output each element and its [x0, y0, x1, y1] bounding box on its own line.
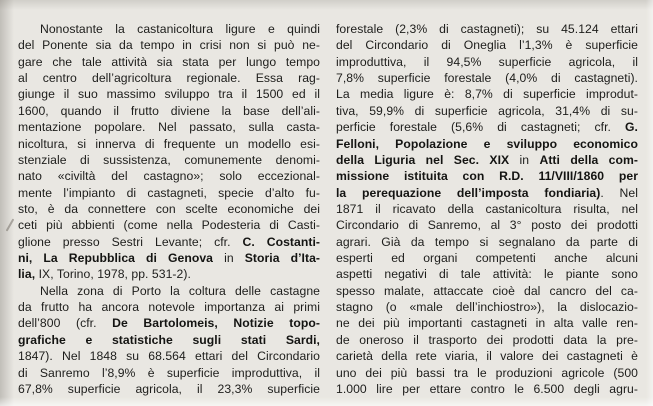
text-line: [336, 217, 638, 233]
text-line: [18, 136, 320, 152]
text-segment: spesso malate, attaccate cioè dal cancro del ca-: [336, 283, 638, 298]
text-segment: agrari. Già da tempo si segnalano da parte di: [336, 234, 638, 249]
text-line: [336, 234, 638, 250]
text-line: [18, 103, 320, 119]
text-segment: giunge il suo massimo sviluppo tra il 1500 ed il: [18, 87, 320, 102]
page-left-shadow: [0, 0, 14, 406]
citation-bold-segment: Storia d’Ita-: [244, 251, 320, 266]
text-segment: perficie forestale (5,6% di castagneti; cfr.: [336, 120, 626, 135]
page-bottom-highlight: [0, 397, 653, 406]
text-column-left: [18, 21, 320, 397]
text-line: [336, 103, 638, 119]
text-line: [18, 86, 320, 102]
text-segment: 1847). Nel 1848 su 68.564 ettari del Circondario: [18, 349, 320, 364]
text-line: [18, 21, 320, 37]
text-segment: esperti ed organi competenti anche alcuni: [336, 251, 638, 266]
text-line: [18, 283, 320, 299]
text-line: [336, 37, 638, 53]
text-line: [336, 381, 638, 397]
text-line: [336, 299, 638, 315]
text-line: [336, 119, 638, 135]
text-segment: stagno (o «male dell’inchiostro»), la dislocazio-: [336, 300, 638, 315]
text-line: [18, 201, 320, 217]
citation-bold-segment: ni, La Repubblica di Genova: [18, 251, 214, 266]
text-segment: del Ponente sia da tempo in crisi non si può ne-: [18, 38, 320, 53]
text-line: [18, 381, 320, 397]
text-segment: improduttiva, il 94,5% superficie agricola, il: [336, 54, 638, 69]
text-line: [18, 315, 320, 331]
page-top-shadow: [0, 0, 653, 10]
text-line: [336, 86, 638, 102]
text-segment: 1871 il ricavato della castanicoltura risulta, nel: [336, 201, 638, 216]
text-segment: IX, Torino, 1978, pp. 531-2).: [35, 267, 191, 282]
text-line: [336, 70, 638, 86]
text-line: [18, 299, 320, 315]
text-line: [336, 332, 638, 348]
text-line: [336, 152, 638, 168]
text-line: [18, 266, 320, 282]
text-line: [18, 185, 320, 201]
citation-bold-segment: la perequazione dell’imposta fondiaria): [336, 185, 601, 200]
text-line: [336, 365, 638, 381]
text-segment: stenziale di sussistenza, comunemente denomi-: [18, 152, 320, 167]
text-segment: mentazione popolare. Nel passato, sulla casta-: [18, 120, 320, 135]
text-segment: Nella zona di Porto la coltura delle castagne: [40, 283, 320, 298]
text-segment: Nonostante la castanicoltura ligure e quindi: [40, 22, 320, 36]
text-segment: carietà della rete viaria, il valore dei castagneti è: [336, 349, 638, 364]
text-segment: al centro dell’agricoltura regionale. Essa rag-: [18, 71, 320, 86]
text-line: [336, 54, 638, 70]
text-line: [336, 250, 638, 266]
text-segment: La media ligure è: 8,7% di superficie improdut-: [336, 87, 638, 102]
text-segment: in: [213, 251, 245, 266]
citation-bold-segment: C. Costanti-: [242, 234, 320, 249]
text-segment: tiva, 59,9% di superficie agricola, 31,4% di su-: [336, 103, 638, 118]
pencil-mark-artifact: [6, 218, 15, 231]
text-segment: 1.000 lire per ettare contro le 6.500 degli agru-: [336, 381, 638, 396]
text-line: [18, 152, 320, 168]
text-line: [336, 283, 638, 299]
text-segment: 1600, quando il frutto diviene la base dell’ali-: [18, 103, 320, 118]
text-line: [336, 348, 638, 364]
text-line: [18, 348, 320, 364]
text-line: [18, 234, 320, 250]
citation-bold-segment: missione istituita con R.D. 11/VIII/1860 per: [336, 169, 638, 184]
text-segment: nato «civiltà del castagno»; solo eccezional-: [18, 169, 320, 184]
citation-bold-segment: della Liguria nel Sec. XIX: [336, 152, 510, 167]
text-line: [336, 136, 638, 152]
text-line: [18, 168, 320, 184]
citation-bold-segment: Felloni, Popolazione e sviluppo economico: [336, 136, 638, 151]
text-segment: . Nel: [600, 185, 638, 200]
text-segment: del Circondario di Oneglia l’1,3% è superficie: [336, 38, 638, 53]
text-segment: da frutto ha ancora notevole importanza ai primi: [18, 300, 320, 315]
text-segment: in: [509, 152, 540, 167]
text-segment: di Sanremo l’8,9% è superficie improduttiva, il: [18, 365, 320, 380]
text-segment: uno dei più bassi tra le produzioni agricole (500: [336, 365, 638, 380]
citation-bold-segment: grafiche e statistiche sugli stati Sardi,: [18, 332, 320, 347]
text-line: [336, 185, 638, 201]
citation-bold-segment: Atti della com-: [539, 152, 638, 167]
text-line: [18, 365, 320, 381]
text-line: [18, 250, 320, 266]
text-line: [18, 217, 320, 233]
text-segment: gare che tale attività sia stata per lungo tempo: [18, 54, 320, 69]
text-segment: ceti più abbienti (come nella Podesteria di Casti-: [18, 218, 320, 233]
text-line: [18, 37, 320, 53]
citation-bold-segment: De Bartolomeis, Notizie topo-: [112, 316, 320, 331]
text-segment: nicoltura, si innerva di frequente un modello esi-: [18, 136, 320, 151]
text-segment: forestale (2,3% di castagneti); su 45.124 ettari: [336, 22, 638, 36]
citation-bold-segment: lia,: [18, 267, 36, 282]
text-line: [336, 266, 638, 282]
text-segment: 67,8% superficie agricola, il 23,3% superficie: [18, 381, 320, 396]
page-right-highlight: [646, 0, 653, 406]
text-line: [336, 201, 638, 217]
citation-bold-segment: G.: [625, 120, 638, 135]
text-segment: 7,8% superficie forestale (4,0% di castagneti).: [336, 71, 638, 86]
text-segment: glione presso Sestri Levante; cfr.: [18, 234, 243, 249]
text-line: [18, 119, 320, 135]
text-line: [336, 21, 638, 37]
text-line: [18, 70, 320, 86]
text-segment: de oneroso il trasporto dei prodotti data la pre-: [336, 332, 638, 347]
text-segment: dell’800 (cfr.: [18, 316, 113, 331]
text-segment: ne dei più importanti castagneti in alta valle ren-: [336, 316, 638, 331]
text-segment: aspetti negativi di tale attività: le piante sono: [336, 267, 638, 282]
text-segment: mente l’impianto di castagneti, specie d’alto fu-: [18, 185, 320, 200]
text-segment: Circondario di Sanremo, al 3° posto dei prodotti: [336, 218, 638, 233]
text-line: [18, 332, 320, 348]
text-line: [18, 54, 320, 70]
text-segment: sto, è da connettere con scelte economiche dei: [18, 201, 320, 216]
text-line: [336, 315, 638, 331]
text-line: [336, 168, 638, 184]
text-column-right: [336, 21, 638, 397]
